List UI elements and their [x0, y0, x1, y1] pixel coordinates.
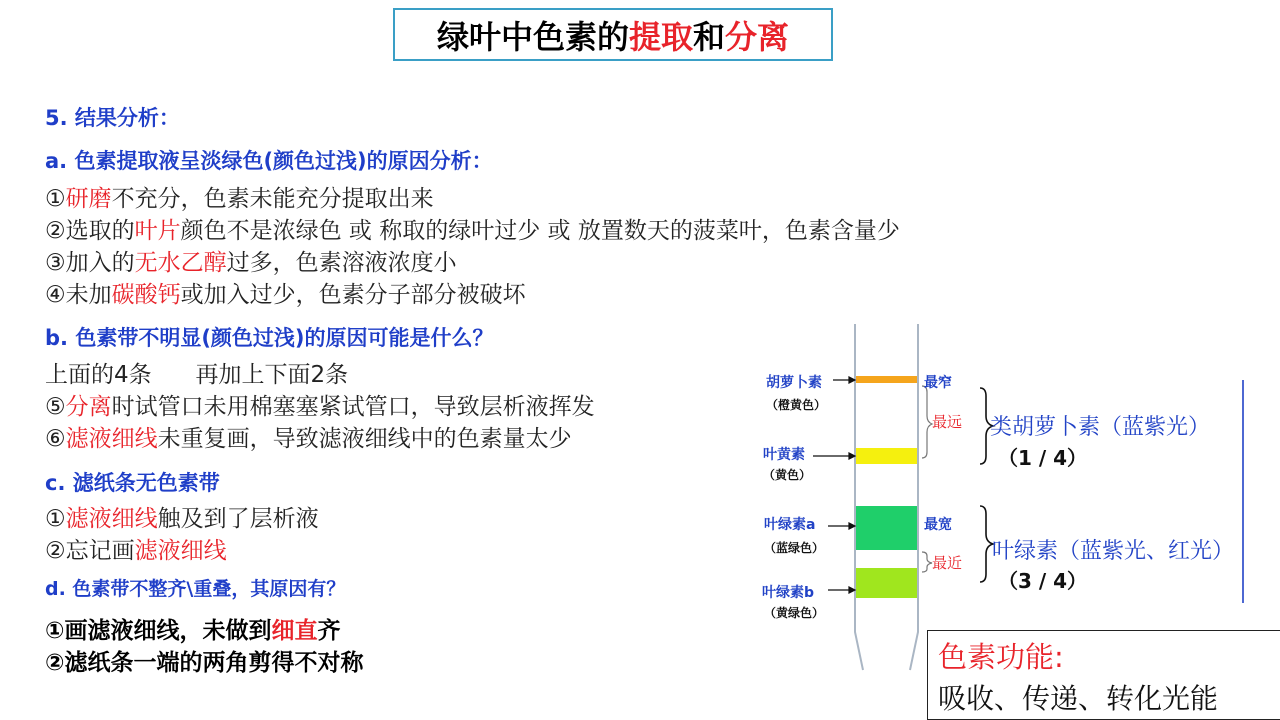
d-heading: d. 色素带不整齐\重叠，其原因有？ [45, 578, 346, 600]
section-heading: 5. 结果分析： [45, 106, 180, 130]
a-heading: a. 色素提取液呈淡绿色(颜色过浅)的原因分析： [45, 149, 493, 173]
band-color-xanthophyll: （黄色） [763, 468, 812, 482]
band-label-chla: 叶绿素a [764, 517, 816, 533]
band-label-chlb: 叶绿素b [762, 585, 815, 601]
b-line-2: ⑤分离时试管口未用棉塞塞紧试管口，导致层析液挥发 [45, 394, 595, 420]
function-body: 吸收、传递、转化光能 [938, 682, 1219, 715]
band-carotene [856, 376, 917, 383]
band-color-chla: （蓝绿色） [764, 541, 825, 555]
title-part-4: 分离 [725, 17, 790, 56]
band-label-carotene: 胡萝卜素 [766, 375, 822, 391]
title-part-2: 提取 [628, 17, 693, 56]
widest-label: 最宽 [924, 517, 952, 533]
a-line-2: ②选取的叶片颜色不是浓绿色 或 称取的绿叶过少 或 放置数天的菠菜叶，色素含量少 [45, 218, 900, 244]
b-line-3: ⑥滤液细线未重复画，导致滤液细线中的色素量太少 [45, 426, 572, 452]
pigment-function-box [927, 630, 1280, 720]
band-label-xanthophyll: 叶黄素 [763, 447, 805, 463]
strip-left-edge [855, 324, 863, 670]
band-xanthophyll [856, 448, 917, 464]
page-title [393, 8, 833, 61]
band-chlorophyll-b [856, 568, 917, 598]
a-line-1: ①研磨不充分，色素未能充分提取出来 [45, 186, 434, 212]
a-line-4: ④未加碳酸钙或加入过少，色素分子部分被破坏 [45, 282, 526, 308]
chlorophyll-group-ratio: （3 / 4） [998, 569, 1088, 593]
farthest-label: 最远 [932, 413, 963, 431]
title-part-3: 和 [693, 17, 726, 56]
b-heading: b. 色素带不明显(颜色过浅)的原因可能是什么？ [45, 326, 494, 350]
title-part-1: 绿叶中色素的 [436, 17, 629, 56]
carotenoid-group-label: 类胡萝卜素（蓝紫光） [990, 415, 1211, 440]
strip-right-edge [910, 324, 918, 670]
band-color-chlb: （黄绿色） [764, 606, 825, 620]
carotenoid-group-ratio: （1 / 4） [998, 446, 1088, 470]
c-line-2: ②忘记画滤液细线 [45, 538, 227, 564]
nearest-label: 最近 [932, 554, 963, 572]
d-line-1: ①画滤液细线，未做到细直齐 [45, 618, 341, 644]
band-chlorophyll-a [856, 506, 917, 550]
b-line-1: 上面的4条 再加上下面2条 [45, 362, 349, 388]
function-title: 色素功能: [938, 640, 1064, 674]
c-line-1: ①滤液细线触及到了层析液 [45, 506, 319, 532]
a-line-3: ③加入的无水乙醇过多，色素溶液浓度小 [45, 250, 457, 276]
c-heading: c. 滤纸条无色素带 [45, 471, 220, 495]
band-color-carotene: （橙黄色） [766, 398, 827, 412]
d-line-2: ②滤纸条一端的两角剪得不对称 [45, 650, 364, 676]
narrowest-label: 最窄 [924, 375, 952, 391]
chlorophyll-group-label: 叶绿素（蓝紫光、红光） [992, 539, 1235, 564]
